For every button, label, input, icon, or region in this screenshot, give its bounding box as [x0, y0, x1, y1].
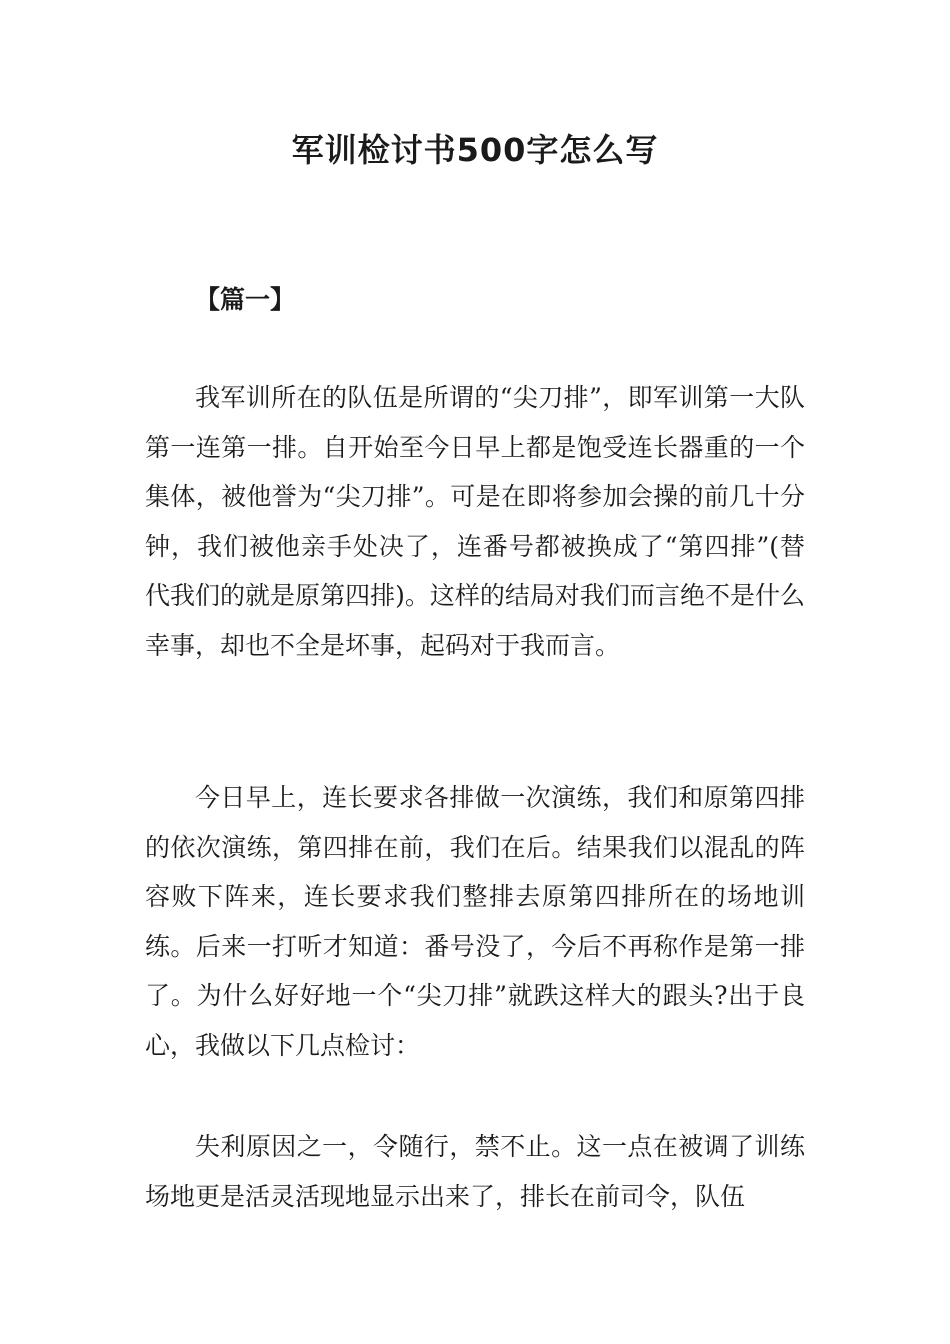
- paragraph-3: 失利原因之一，令随行，禁不止。这一点在被调了训练场地更是活灵活现地显示出来了，排长在前司令，队伍: [145, 1132, 805, 1211]
- paragraph-1: 我军训所在的队伍是所谓的“尖刀排”，即军训第一大队第一连第一排。自开始至今日早上都是饱受连长器重的一个集体，被他誉为“尖刀排”。可是在即将参加会操的前几十分钟，我们被他亲手处决了，连番号都被换成了“第四排”(替代我们的就是原第四排)。这样的结局对我们而言绝不是什么幸事，却也不全是坏事，起码对于我而言。: [145, 383, 805, 660]
- document-title: 军训检讨书500字怎么写: [291, 131, 659, 169]
- section-heading: 【篇一】: [195, 285, 296, 314]
- paragraph-2: 今日早上，连长要求各排做一次演练，我们和原第四排的依次演练，第四排在前，我们在后。结果我们以混乱的阵容败下阵来，连长要求我们整排去原第四排所在的场地训练。后来一打听才知道：番号没了，今后不再称作是第一排了。为什么好好地一个“尖刀排”就跌这样大的跟头?出于良心，我做以下几点检讨：: [145, 783, 805, 1060]
